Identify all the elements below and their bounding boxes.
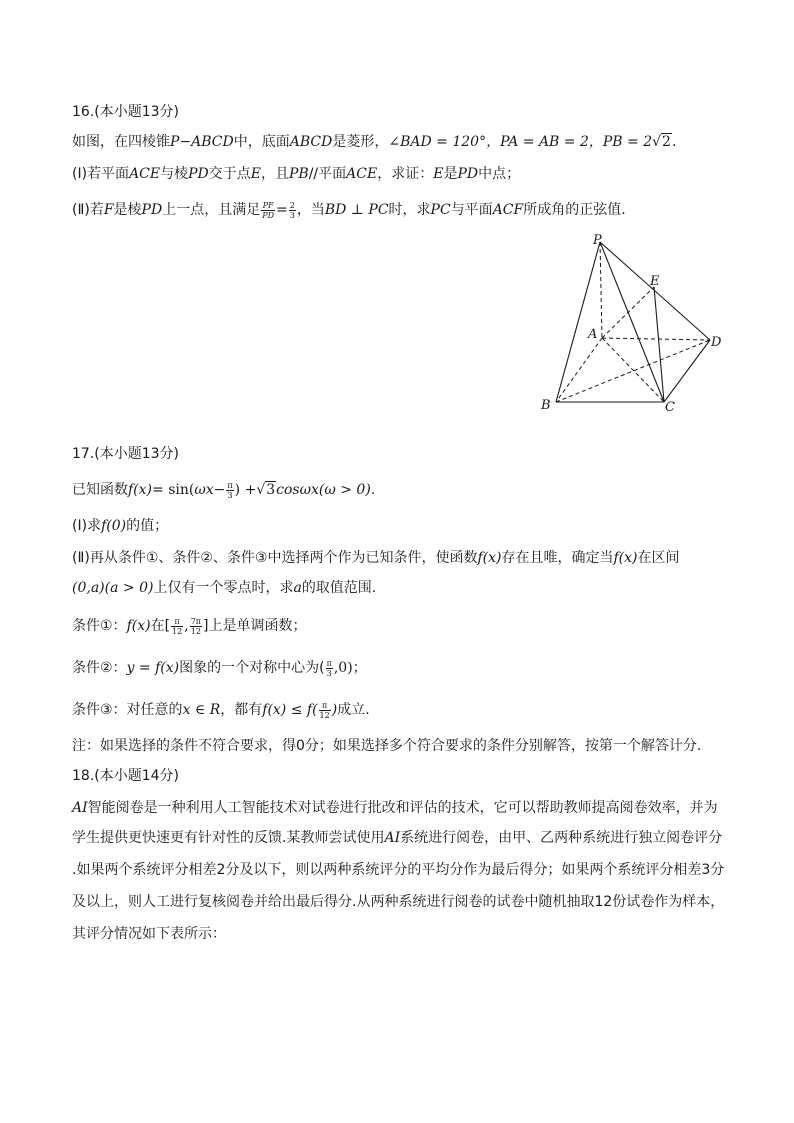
label-c: C	[665, 400, 675, 415]
q17-math: f(x)	[128, 482, 153, 498]
q16-text: 如图，在四棱锥	[72, 134, 170, 150]
fraction-denominator: 3	[227, 490, 233, 500]
q17-text: 上仅有一个零点时，求	[153, 580, 294, 596]
q18-line-1	[72, 798, 718, 818]
q18-line-2	[72, 828, 722, 848]
q18-header: 18.(本小题14分)	[72, 768, 180, 784]
q16-math: PD	[188, 166, 209, 182]
q17-scoring-note: 注：如果选择的条件不符合要求，得0分；如果选择多个符合要求的条件分别解答，按第一个解答计分.	[72, 738, 702, 754]
q18-line-3: .如果两个系统评分相差2分及以下，则以两种系统评分的平均分作为最后得分；如果两个系统评分相差3分	[72, 862, 725, 878]
q17-math: f(x)	[477, 550, 502, 566]
q16-text: 是	[443, 166, 458, 182]
segment-ae	[602, 287, 654, 338]
q17-text: ，都有	[220, 702, 263, 718]
q17-text: 在[	[150, 618, 171, 634]
edge-pd	[600, 242, 710, 340]
q16-text: 中点；	[478, 166, 521, 182]
q18-text: 系统进行阅卷，由甲、乙两种系统进行独立阅卷评分	[400, 830, 723, 846]
q16-part2	[72, 200, 626, 220]
q16-math: =	[276, 202, 288, 218]
q17-math: f(x)	[126, 618, 151, 634]
q17-text: 存在且唯，确定当	[501, 550, 614, 566]
q17-part2-line1	[72, 548, 680, 568]
q17-math: ,	[184, 618, 189, 634]
fraction-denominator: 3	[326, 668, 332, 678]
q16-text: 交于点	[208, 166, 251, 182]
q17-header: 17.(本小题13分)	[72, 446, 180, 462]
q17-text: .	[370, 482, 376, 498]
q16-math: PC	[430, 202, 451, 218]
q16-text: (Ⅰ)若平面	[72, 166, 130, 182]
q17-text: ]上是单调函数；	[203, 618, 307, 634]
q16-text: ，求证：	[377, 166, 434, 182]
q17-text: 图象的一个对称中心为(	[179, 660, 325, 676]
fraction-two-thirds	[289, 201, 296, 220]
fraction-denominator: 12	[190, 626, 201, 636]
q17-math: )	[331, 702, 338, 718]
edge-pb	[556, 242, 600, 402]
segment-ac	[602, 338, 664, 402]
q17-math: f(x) ≤ f(	[262, 702, 318, 718]
fraction-denominator: PD	[262, 210, 274, 220]
q17-text: 已知函数	[72, 482, 128, 498]
label-e: E	[650, 274, 660, 289]
q16-math: ACE	[129, 166, 161, 182]
q16-math: F	[103, 202, 114, 218]
fraction-numerator: 2	[289, 200, 295, 210]
fraction-numerator: PF	[262, 200, 274, 210]
q18-line-5: 其评分情况如下表所示：	[72, 926, 226, 942]
q17-condition-3	[72, 700, 370, 720]
q16-math: PB	[289, 166, 309, 182]
q16-part1	[72, 164, 520, 184]
segment-ec	[654, 287, 664, 402]
q16-math: PD	[141, 202, 163, 218]
label-a: A	[588, 327, 598, 342]
q16-text: 上一点，且满足	[162, 202, 261, 218]
q18-math: AI	[72, 800, 88, 816]
sqrt-symbol: √	[652, 134, 662, 150]
fraction-denominator: 12	[319, 710, 330, 720]
q17-text: (Ⅱ)再从条件①、条件②、条件③中选择两个作为已知条件，使函数	[72, 550, 478, 566]
q16-text: //平面	[308, 166, 347, 182]
q17-math: ,0)；	[333, 660, 367, 676]
q17-math: (ω > 0)	[318, 482, 371, 498]
q16-text: 时，求	[388, 202, 431, 218]
q17-text: (Ⅰ)求	[72, 518, 102, 534]
sqrt-symbol: √	[256, 482, 266, 498]
label-p: P	[593, 233, 602, 248]
fraction-pi-over-3	[226, 481, 233, 500]
q17-math: −	[213, 482, 226, 498]
q16-text: 与棱	[160, 166, 189, 182]
fraction-numerator: π	[326, 658, 332, 668]
q17-text: 条件③：对任意的	[72, 702, 183, 718]
q16-statement	[72, 132, 676, 152]
q16-text: ，且	[261, 166, 289, 182]
fraction-pf-pd	[261, 201, 275, 220]
q17-math: (a > 0)	[104, 580, 154, 596]
q17-math: cosωx	[276, 482, 319, 498]
q16-text: 所成角的正弦值.	[523, 202, 626, 218]
q16-text: 中，底面	[233, 134, 290, 150]
q17-statement	[72, 480, 375, 500]
edge-pc	[600, 242, 664, 402]
q16-math: BD ⊥ PC	[324, 202, 389, 218]
fraction-numerator: π	[171, 617, 183, 627]
q17-math: = sin(	[152, 482, 195, 498]
q17-math: y = f(x)	[126, 660, 180, 676]
q18-line-4: 及以上，则人工进行复核阅卷并给出最后得分.从两种系统进行阅卷的试卷中随机抽取12份试卷作为样本，	[72, 894, 725, 910]
q17-text: 的取值范围.	[301, 580, 377, 596]
q17-math: a	[293, 580, 302, 596]
q18-text: 智能阅卷是一种利用人工智能技术对试卷进行批改和评估的技术，它可以帮助教师提高阅卷效率，并为	[87, 800, 718, 816]
edge-ad	[602, 338, 710, 340]
q16-math: ACF	[492, 202, 524, 218]
q17-math: x ∈ R	[182, 702, 221, 718]
q16-header: 16.(本小题13分)	[72, 104, 180, 120]
q16-math: P−ABCD	[170, 134, 234, 150]
q16-math: ACE	[346, 166, 378, 182]
q16-text: 是菱形，	[332, 134, 389, 150]
fraction-7pi-over-12	[190, 617, 202, 636]
q17-text: 的值；	[126, 518, 169, 534]
q17-text: 成立.	[337, 702, 370, 718]
fraction-pi-over-3	[326, 659, 333, 678]
q17-text: 条件①：	[72, 618, 127, 634]
fraction-pi-over-12	[319, 701, 331, 720]
fraction-pi-over-12	[171, 617, 183, 636]
q17-math: (0,a)	[72, 580, 105, 596]
edge-pa	[600, 242, 602, 338]
q17-part1	[72, 516, 168, 536]
sqrt-radicand: 2	[662, 134, 671, 150]
q16-math: E	[433, 166, 444, 182]
q16-text: 是棱	[113, 202, 142, 218]
q16-text: (Ⅱ)若	[72, 202, 104, 218]
q16-text: 与平面	[450, 202, 493, 218]
q16-math: ABCD	[289, 134, 333, 150]
fraction-denominator: 12	[172, 626, 183, 636]
fraction-numerator: 7π	[190, 616, 202, 626]
q16-text: ，当	[296, 202, 325, 218]
q17-math: ωx	[194, 482, 214, 498]
q17-text: 条件②：	[72, 660, 127, 676]
q17-text: 在区间	[637, 550, 680, 566]
q16-text: .	[671, 134, 677, 150]
sqrt-radicand: 3	[266, 482, 276, 498]
fraction-denominator: 3	[289, 210, 295, 220]
label-d: D	[711, 335, 722, 350]
q18-text: 学生提供更快速更有针对性的反馈.某教师尝试使用	[72, 830, 385, 846]
q17-condition-1	[72, 616, 307, 636]
q16-math: ∠BAD = 120°，PA = AB = 2，PB = 2	[388, 134, 653, 150]
label-b: B	[541, 398, 551, 413]
q17-math: f(0)	[101, 518, 127, 534]
fraction-numerator: π	[319, 701, 331, 711]
q16-math: E	[250, 166, 261, 182]
q17-condition-2	[72, 658, 367, 678]
fraction-numerator: π	[227, 480, 233, 490]
q16-math: PD	[457, 166, 479, 182]
q17-math: ) +	[234, 482, 257, 498]
q18-math: AI	[384, 830, 401, 846]
q17-part2-line2	[72, 578, 376, 598]
q17-math: f(x)	[613, 550, 638, 566]
pyramid-figure	[530, 228, 730, 418]
